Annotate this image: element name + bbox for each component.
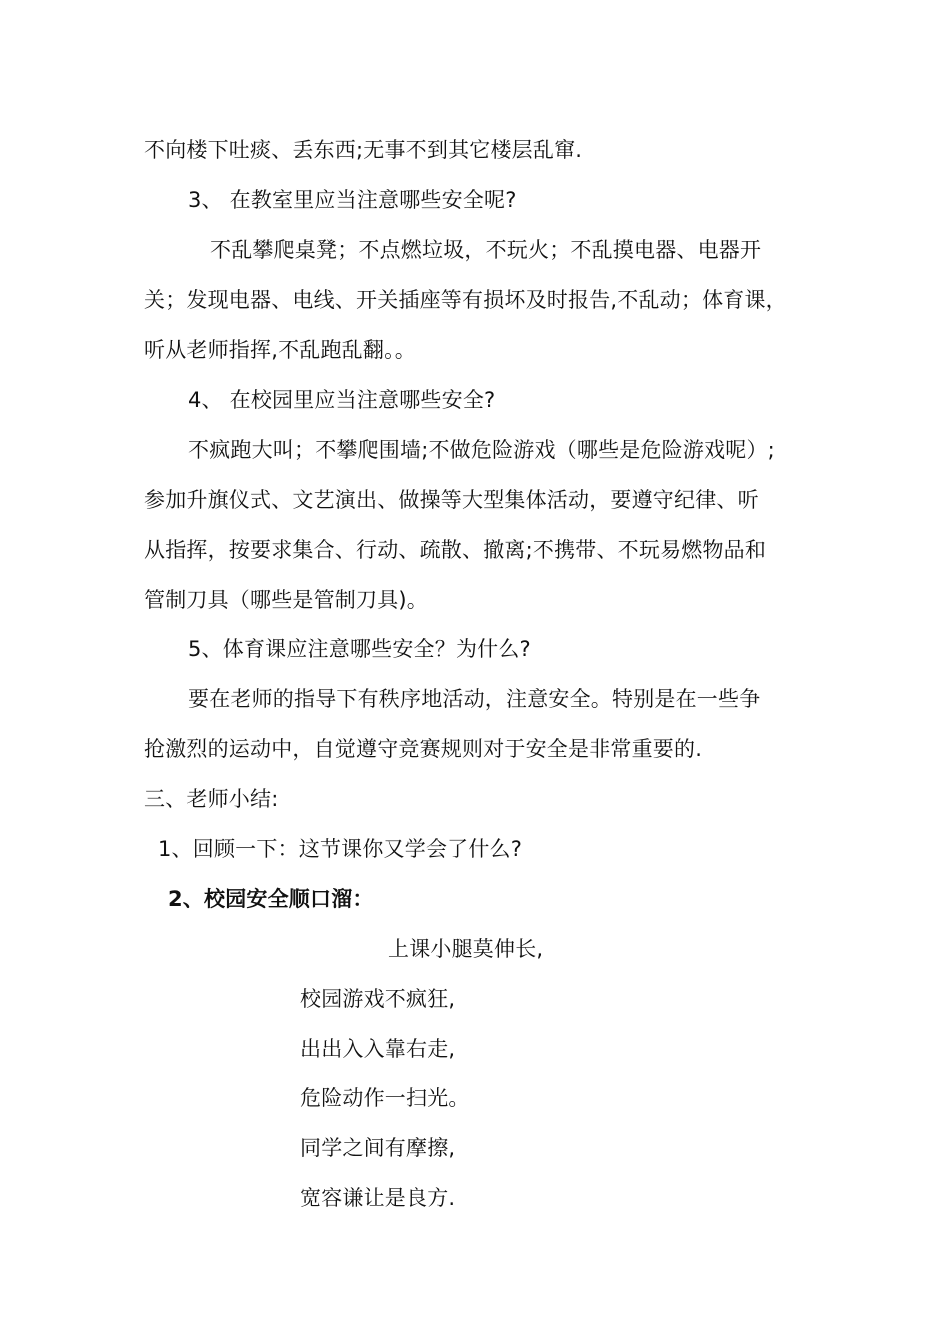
section-heading: 三、老师小结: <box>144 787 279 811</box>
question-heading: 4、 在校园里应当注意哪些安全? <box>188 388 496 412</box>
question-heading: 5、体育课应注意哪些安全？为什么? <box>188 637 531 661</box>
poem-line: 校园游戏不疯狂, <box>300 987 456 1011</box>
paragraph-line: 要在老师的指导下有秩序地活动，注意安全。特别是在一些争 <box>188 687 761 711</box>
poem-line: 上课小腿莫伸长, <box>388 937 544 961</box>
paragraph-line: 关；发现电器、电线、开关插座等有损坏及时报告,不乱动；体育课， <box>144 288 787 312</box>
paragraph-line: 听从老师指挥,不乱跑乱翻。。 <box>144 338 416 362</box>
subsection-heading: 2、校园安全顺口溜： <box>168 887 374 911</box>
poem-line: 出出入入靠右走, <box>300 1037 456 1061</box>
poem-line: 宽容谦让是良方. <box>300 1186 456 1210</box>
paragraph-line: 参加升旗仪式、文艺演出、做操等大型集体活动，要遵守纪律、听 <box>144 488 759 512</box>
list-item: 1、回顾一下：这节课你又学会了什么? <box>158 837 523 861</box>
poem-line: 危险动作一扫光。 <box>300 1086 470 1110</box>
question-heading: 3、 在教室里应当注意哪些安全呢? <box>188 188 517 212</box>
poem-line: 同学之间有摩擦, <box>300 1136 456 1160</box>
paragraph-line: 从指挥，按要求集合、行动、疏散、撤离;不携带、不玩易燃物品和 <box>144 538 767 562</box>
paragraph-line: 抢激烈的运动中，自觉遵守竞赛规则对于安全是非常重要的. <box>144 737 703 761</box>
paragraph-line: 不向楼下吐痰、丢东西;无事不到其它楼层乱窜. <box>144 138 583 162</box>
paragraph-line: 管制刀具（哪些是管制刀具)。 <box>144 588 428 612</box>
paragraph-line: 不乱攀爬桌凳；不点燃垃圾，不玩火；不乱摸电器、电器开 <box>210 238 762 262</box>
paragraph-line: 不疯跑大叫；不攀爬围墙;不做危险游戏（哪些是危险游戏呢）; <box>188 438 775 462</box>
